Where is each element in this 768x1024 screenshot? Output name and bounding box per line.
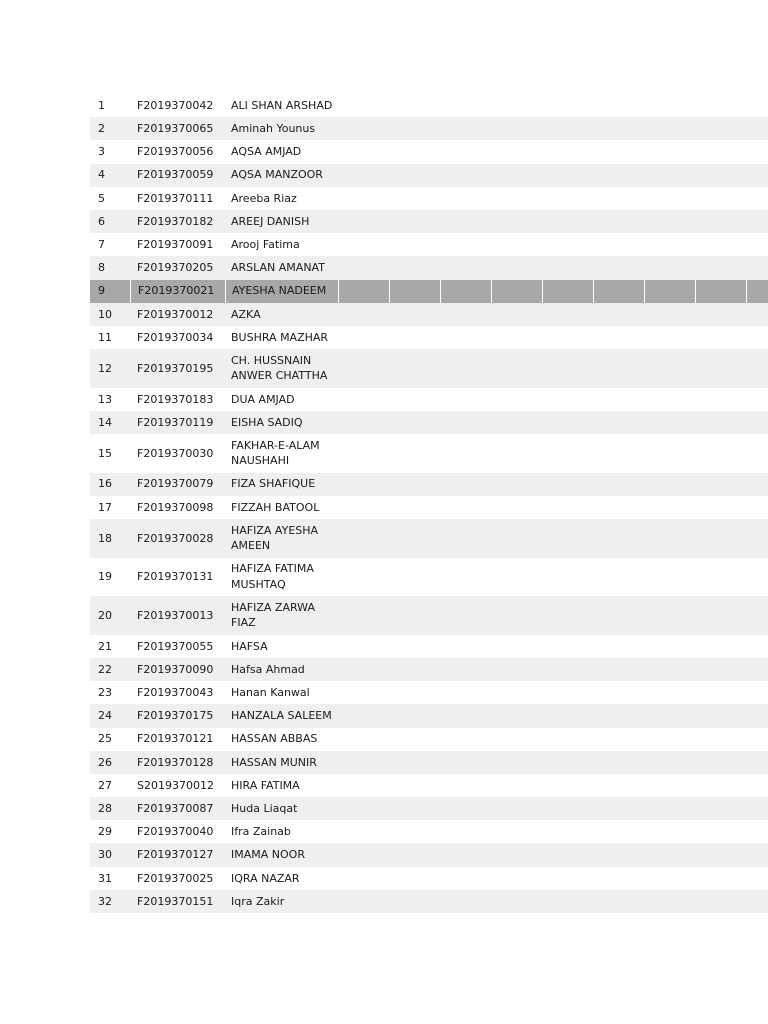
row-number-cell[interactable]: 8 [98,261,105,275]
cell-divider [338,280,339,303]
row-number-cell[interactable]: 17 [98,500,112,514]
cell-divider [491,280,492,303]
table-row[interactable] [90,388,768,411]
student-name-cell[interactable]: Aminah Younus [231,122,316,136]
student-name-cell[interactable]: AZKA [231,307,261,321]
table-row[interactable] [90,867,768,890]
student-id-cell[interactable]: F2019370025 [137,871,214,885]
student-id-cell[interactable]: F2019370091 [137,237,214,251]
row-number-cell[interactable]: 1 [98,98,105,112]
student-id-cell[interactable]: F2019370098 [137,500,214,514]
table-row[interactable] [90,658,768,681]
row-number-cell[interactable]: 26 [98,755,112,769]
cell-divider [593,280,594,303]
row-number-cell[interactable]: 15 [98,446,112,460]
student-name-cell[interactable]: Huda Liaqat [231,801,298,815]
student-name-cell[interactable]: Arooj Fatima [231,237,300,251]
table-row[interactable] [90,140,768,163]
student-id-cell[interactable]: F2019370065 [137,122,214,136]
student-id-cell[interactable]: F2019370034 [137,330,214,344]
student-id-cell[interactable]: F2019370175 [137,709,214,723]
student-name-cell[interactable]: HAFIZA FATIMA MUSHTAQ [231,562,314,591]
student-name-cell[interactable]: FIZA SHAFIQUE [231,477,316,491]
student-name-cell[interactable]: HASSAN MUNIR [231,755,317,769]
row-number-cell[interactable]: 30 [98,848,112,862]
student-id-cell[interactable]: F2019370055 [137,639,214,653]
cell-divider [746,280,747,303]
table-row[interactable] [90,473,768,496]
row-number-cell[interactable]: 11 [98,330,112,344]
student-id-cell[interactable]: F2019370028 [137,531,214,545]
student-id-cell[interactable]: F2019370183 [137,392,214,406]
student-name-cell[interactable]: ALI SHAN ARSHAD [231,98,333,112]
student-id-cell[interactable]: F2019370056 [137,145,214,159]
student-name-cell[interactable]: Ifra Zainab [231,825,291,839]
cell-divider [389,280,390,303]
student-id-cell[interactable]: F2019370021 [130,280,225,303]
table-row[interactable] [90,635,768,658]
student-name-cell[interactable]: BUSHRA MAZHAR [231,330,329,344]
row-number-cell[interactable]: 12 [98,361,112,375]
student-id-cell[interactable]: F2019370205 [137,261,214,275]
table-row[interactable] [90,411,768,434]
table-row[interactable] [90,187,768,210]
student-name-cell[interactable]: FIZZAH BATOOL [231,500,320,514]
table-row[interactable] [90,820,768,843]
table-row[interactable] [90,94,768,117]
table-row[interactable] [90,704,768,727]
student-roster-table [90,94,768,913]
student-id-cell[interactable]: F2019370119 [137,415,214,429]
row-number-cell[interactable]: 6 [98,214,105,228]
row-number-cell[interactable]: 2 [98,122,105,136]
row-number-cell[interactable]: 19 [98,570,112,584]
row-number-cell[interactable]: 20 [98,608,112,622]
table-row[interactable] [90,751,768,774]
student-name-cell[interactable]: Areeba Riaz [231,191,297,205]
student-id-cell[interactable]: F2019370042 [137,98,214,112]
table-row[interactable] [90,728,768,751]
student-id-cell[interactable]: F2019370059 [137,168,214,182]
table-row[interactable] [90,797,768,820]
student-name-cell[interactable]: HAFIZA ZARWA FIAZ [231,600,315,630]
table-row[interactable] [90,303,768,326]
row-number-cell[interactable]: 32 [98,894,112,908]
table-row[interactable] [90,117,768,140]
student-name-cell[interactable]: Iqra Zakir [231,894,285,908]
table-row[interactable] [90,280,768,303]
table-row[interactable] [90,210,768,233]
table-row[interactable] [90,519,768,558]
row-number-cell[interactable]: 3 [98,145,105,159]
student-id-cell[interactable]: F2019370195 [137,361,214,375]
student-name-cell[interactable]: HIRA FATIMA [231,778,300,792]
student-name-cell[interactable]: Hafsa Ahmad [231,662,305,676]
row-number-cell[interactable]: 14 [98,415,112,429]
row-number-cell[interactable]: 16 [98,477,112,491]
table-row[interactable] [90,164,768,187]
row-number-cell[interactable]: 21 [98,639,112,653]
table-row[interactable] [90,843,768,866]
row-number-cell[interactable]: 25 [98,732,112,746]
row-number-cell[interactable]: 29 [98,825,112,839]
row-number-cell[interactable]: 10 [98,307,112,321]
table-row[interactable] [90,774,768,797]
cell-divider [542,280,543,303]
student-id-cell[interactable]: F2019370128 [137,755,214,769]
table-row[interactable] [90,349,768,388]
row-number-cell[interactable]: 23 [98,686,112,699]
student-id-cell[interactable]: F2019370131 [137,570,214,584]
student-name-cell[interactable]: HAFSA [231,639,268,653]
table-row[interactable] [90,496,768,519]
student-name-cell[interactable]: ARSLAN AMANAT [231,261,325,275]
student-id-cell[interactable]: F2019370079 [137,477,214,491]
student-id-cell[interactable]: S2019370012 [137,778,214,792]
student-id-cell[interactable]: F2019370013 [137,608,214,622]
student-name-cell[interactable]: AREEJ DANISH [231,214,310,228]
student-id-cell[interactable]: F2019370151 [137,894,214,908]
student-name-cell[interactable]: HAFIZA AYESHA AMEEN [231,523,319,553]
row-number-cell[interactable]: 24 [98,709,112,723]
student-id-cell[interactable]: F2019370040 [137,825,214,839]
table-row[interactable] [90,596,768,635]
table-row[interactable] [90,681,768,704]
cell-divider [695,280,696,303]
student-id-cell[interactable]: F2019370127 [137,848,214,862]
row-number-cell[interactable]: 9 [98,284,105,298]
student-id-cell[interactable]: F2019370121 [137,732,214,746]
table-row[interactable] [90,256,768,279]
student-name-cell[interactable]: AYESHA NADEEM [225,280,338,303]
row-number-cell[interactable]: 27 [98,778,112,792]
table-row[interactable] [90,233,768,256]
row-number-cell[interactable]: 22 [98,662,112,676]
student-name-cell[interactable]: AQSA MANZOOR [231,168,323,182]
student-id-cell[interactable]: F2019370111 [137,191,214,205]
table-row[interactable] [90,890,768,913]
student-id-cell[interactable]: F2019370012 [137,307,214,321]
student-name-cell[interactable]: CH. HUSSNAIN ANWER CHATTHA [231,353,328,383]
student-name-cell[interactable]: IMAMA NOOR [231,848,305,862]
student-name-cell[interactable]: EISHA SADIQ [231,415,303,429]
student-name-cell[interactable]: DUA AMJAD [231,392,295,406]
student-name-cell[interactable]: FAKHAR-E-ALAM NAUSHAHI [231,438,320,468]
student-id-cell[interactable]: F2019370087 [137,801,214,815]
student-name-cell[interactable]: IQRA NAZAR [231,871,300,885]
student-name-cell[interactable]: HASSAN ABBAS [231,732,318,746]
cell-divider [440,280,441,303]
row-number-cell[interactable]: 28 [98,801,112,815]
student-id-cell[interactable]: F2019370090 [137,662,214,676]
row-number-cell[interactable]: 4 [98,168,105,182]
table-row[interactable] [90,434,768,473]
row-number-cell[interactable]: 7 [98,237,105,251]
table-row[interactable] [90,326,768,349]
row-number-cell[interactable]: 31 [98,871,112,885]
student-id-cell[interactable]: F2019370030 [137,446,214,460]
row-number-cell[interactable]: 5 [98,191,105,205]
table-row[interactable] [90,558,768,597]
student-name-cell[interactable]: HANZALA SALEEM [231,709,332,723]
student-name-cell[interactable]: Hanan Kanwal [231,686,310,699]
student-id-cell[interactable]: F2019370043 [137,686,214,699]
row-number-cell[interactable]: 13 [98,392,112,406]
row-number-cell[interactable]: 18 [98,531,112,545]
student-name-cell[interactable]: AQSA AMJAD [231,145,302,159]
cell-divider [644,280,645,303]
student-id-cell[interactable]: F2019370182 [137,214,214,228]
